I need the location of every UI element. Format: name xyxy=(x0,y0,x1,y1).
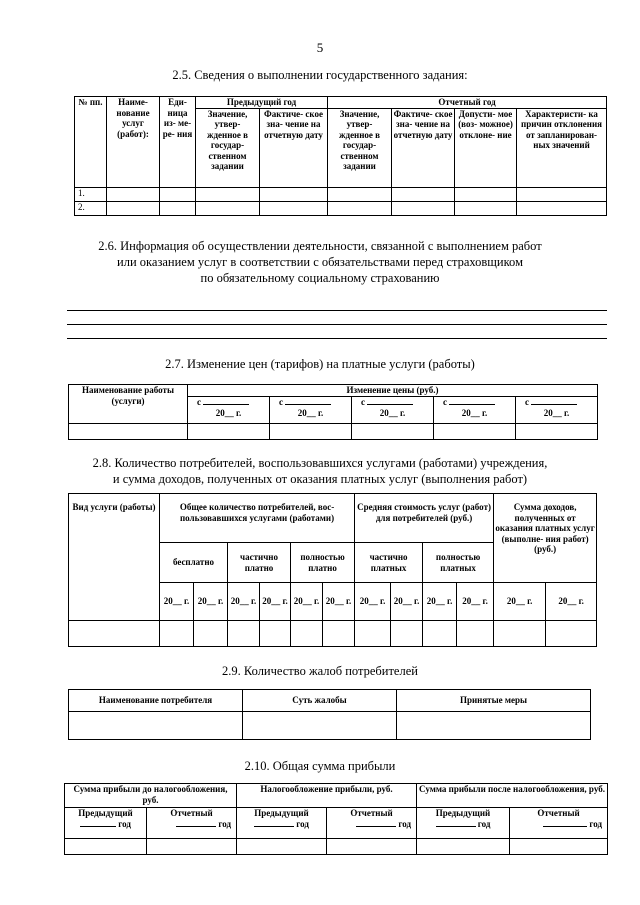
prev-label: Предыдущий xyxy=(78,808,133,818)
row-number: 1. xyxy=(75,187,107,201)
year-cell: 20__ г. xyxy=(494,583,546,621)
year-cell: 20__ г. xyxy=(323,583,355,621)
report-year-cell xyxy=(327,808,417,839)
section-2-8-title xyxy=(0,455,640,487)
year-label: год xyxy=(477,818,491,829)
report-label: Отчетный xyxy=(350,808,393,818)
col-change: Изменение цены (руб.) xyxy=(188,385,598,397)
table-row xyxy=(69,621,597,647)
col-name: Наименование потребителя xyxy=(69,690,243,712)
date-cell xyxy=(188,397,270,424)
date-from: с xyxy=(443,397,447,407)
table-row xyxy=(75,201,607,215)
date-year: 20__ г. xyxy=(297,407,324,418)
table-row xyxy=(65,839,608,855)
col-actual-report: Фактиче- ское зна- чение на отчетную дату xyxy=(392,108,455,187)
title-line: 2.8. Количество потребителей, воспользовавшихся услугами (работами) учреждения, xyxy=(92,456,548,470)
date-cell xyxy=(434,397,516,424)
year-cell: 20__ г. xyxy=(228,583,260,621)
row-number: 2. xyxy=(75,201,107,215)
col-prev-year: Предыдущий год xyxy=(196,97,328,109)
col-avg: Средняя стоимость услуг (работ) для потребителей (руб.) xyxy=(355,494,494,543)
date-year: 20__ г. xyxy=(215,407,242,418)
consumers-table xyxy=(68,493,597,647)
blank-line xyxy=(67,324,607,325)
year-cell: 20__ г. xyxy=(194,583,228,621)
report-year-cell xyxy=(510,808,608,839)
col-partial: частично платно xyxy=(228,543,291,583)
section-2-9-title: 2.9. Количество жалоб потребителей xyxy=(222,664,418,678)
table-row xyxy=(69,424,598,440)
report-label: Отчетный xyxy=(170,808,213,818)
prev-label: Предыдущий xyxy=(254,808,309,818)
prev-label: Предыдущий xyxy=(435,808,491,818)
date-from: с xyxy=(361,397,365,407)
col-name: Наиме- нование услуг (работ): xyxy=(107,97,160,188)
col-income: Сумма доходов, полученных от оказания платных услуг (выполне- ния работ) (руб.) xyxy=(494,494,597,583)
date-from: с xyxy=(197,397,201,407)
year-label: год xyxy=(218,818,231,829)
page-number: 5 xyxy=(316,40,324,55)
year-cell: 20__ г. xyxy=(291,583,323,621)
price-change-table xyxy=(68,384,598,440)
year-cell: 20__ г. xyxy=(423,583,457,621)
year-cell: 20__ г. xyxy=(391,583,423,621)
prev-year-cell xyxy=(417,808,510,839)
section-2-7-title: 2.7. Изменение цен (тарифов) на платные услуги (работы) xyxy=(165,357,475,371)
year-cell: 20__ г. xyxy=(160,583,194,621)
col-type: Вид услуги (работы) xyxy=(69,494,160,621)
col-before: Сумма прибыли до налогообложения, руб. xyxy=(65,784,237,808)
section-2-10-title: 2.10. Общая сумма прибыли xyxy=(244,759,396,773)
year-cell: 20__ г. xyxy=(355,583,391,621)
prev-year-cell xyxy=(65,808,147,839)
col-unit: Еди- ница из- ме- ре- ния xyxy=(160,97,196,188)
date-from: с xyxy=(279,397,283,407)
date-year: 20__ г. xyxy=(461,407,488,418)
blank-line xyxy=(67,310,607,311)
col-tax: Налогообложение прибыли, руб. xyxy=(237,784,417,808)
date-from: с xyxy=(525,397,529,407)
report-label: Отчетный xyxy=(537,808,580,818)
table-row xyxy=(75,187,607,201)
table-row xyxy=(69,712,591,740)
report-year-cell xyxy=(147,808,237,839)
year-cell: 20__ г. xyxy=(260,583,291,621)
col-reason: Характеристи- ка причин отклонения от запланирован- ных значений xyxy=(517,108,607,187)
col-measures: Принятые меры xyxy=(397,690,591,712)
col-name: Наименование работы (услуги) xyxy=(69,385,188,424)
state-task-table xyxy=(74,96,607,216)
title-line: или оказанием услуг в соответствии с обязательствами перед страховщиком xyxy=(117,255,523,269)
profit-table xyxy=(64,783,608,855)
year-label: год xyxy=(398,818,411,829)
date-cell xyxy=(352,397,434,424)
section-2-6-title xyxy=(0,238,640,286)
year-label: год xyxy=(118,818,131,829)
col-actual: Фактиче- ское зна- чение на отчетную дату xyxy=(260,108,328,187)
col-planned: Значение, утвер- жденное в государ- ственном задании xyxy=(196,108,260,187)
col-partial-paid: частично платных xyxy=(355,543,423,583)
col-free: бесплатно xyxy=(160,543,228,583)
col-planned-report: Значение, утвер- жденное в государ- ственном задании xyxy=(328,108,392,187)
prev-year-cell xyxy=(237,808,327,839)
date-year: 20__ г. xyxy=(379,407,406,418)
col-full-paid: полностью платных xyxy=(423,543,494,583)
col-total: Общее количество потребителей, вос- пользовавшихся услугами (работами) xyxy=(160,494,355,543)
title-line: и сумма доходов, полученных от оказания платных услуг (выполнения работ) xyxy=(112,472,528,486)
date-year: 20__ г. xyxy=(543,407,570,418)
date-cell xyxy=(270,397,352,424)
year-cell: 20__ г. xyxy=(457,583,494,621)
blank-line xyxy=(67,338,607,339)
date-cell xyxy=(516,397,598,424)
title-line: 2.6. Информация об осуществлении деятельности, связанной с выполнением работ xyxy=(98,239,542,253)
year-label: год xyxy=(296,818,309,829)
col-no: № пп. xyxy=(75,97,107,188)
col-after: Сумма прибыли после налогообложения, руб. xyxy=(417,784,608,808)
title-line: по обязательному социальному страхованию xyxy=(200,271,440,285)
col-report-year: Отчетный год xyxy=(328,97,607,109)
col-essence: Суть жалобы xyxy=(243,690,397,712)
year-label: год xyxy=(589,818,602,829)
col-full: полностью платно xyxy=(291,543,355,583)
section-2-5-title: 2.5. Сведения о выполнении государственного задания: xyxy=(172,68,468,82)
col-allowed: Допусти- мое (воз- можное) отклоне- ние xyxy=(455,108,517,187)
complaints-table xyxy=(68,689,591,740)
year-cell: 20__ г. xyxy=(546,583,597,621)
